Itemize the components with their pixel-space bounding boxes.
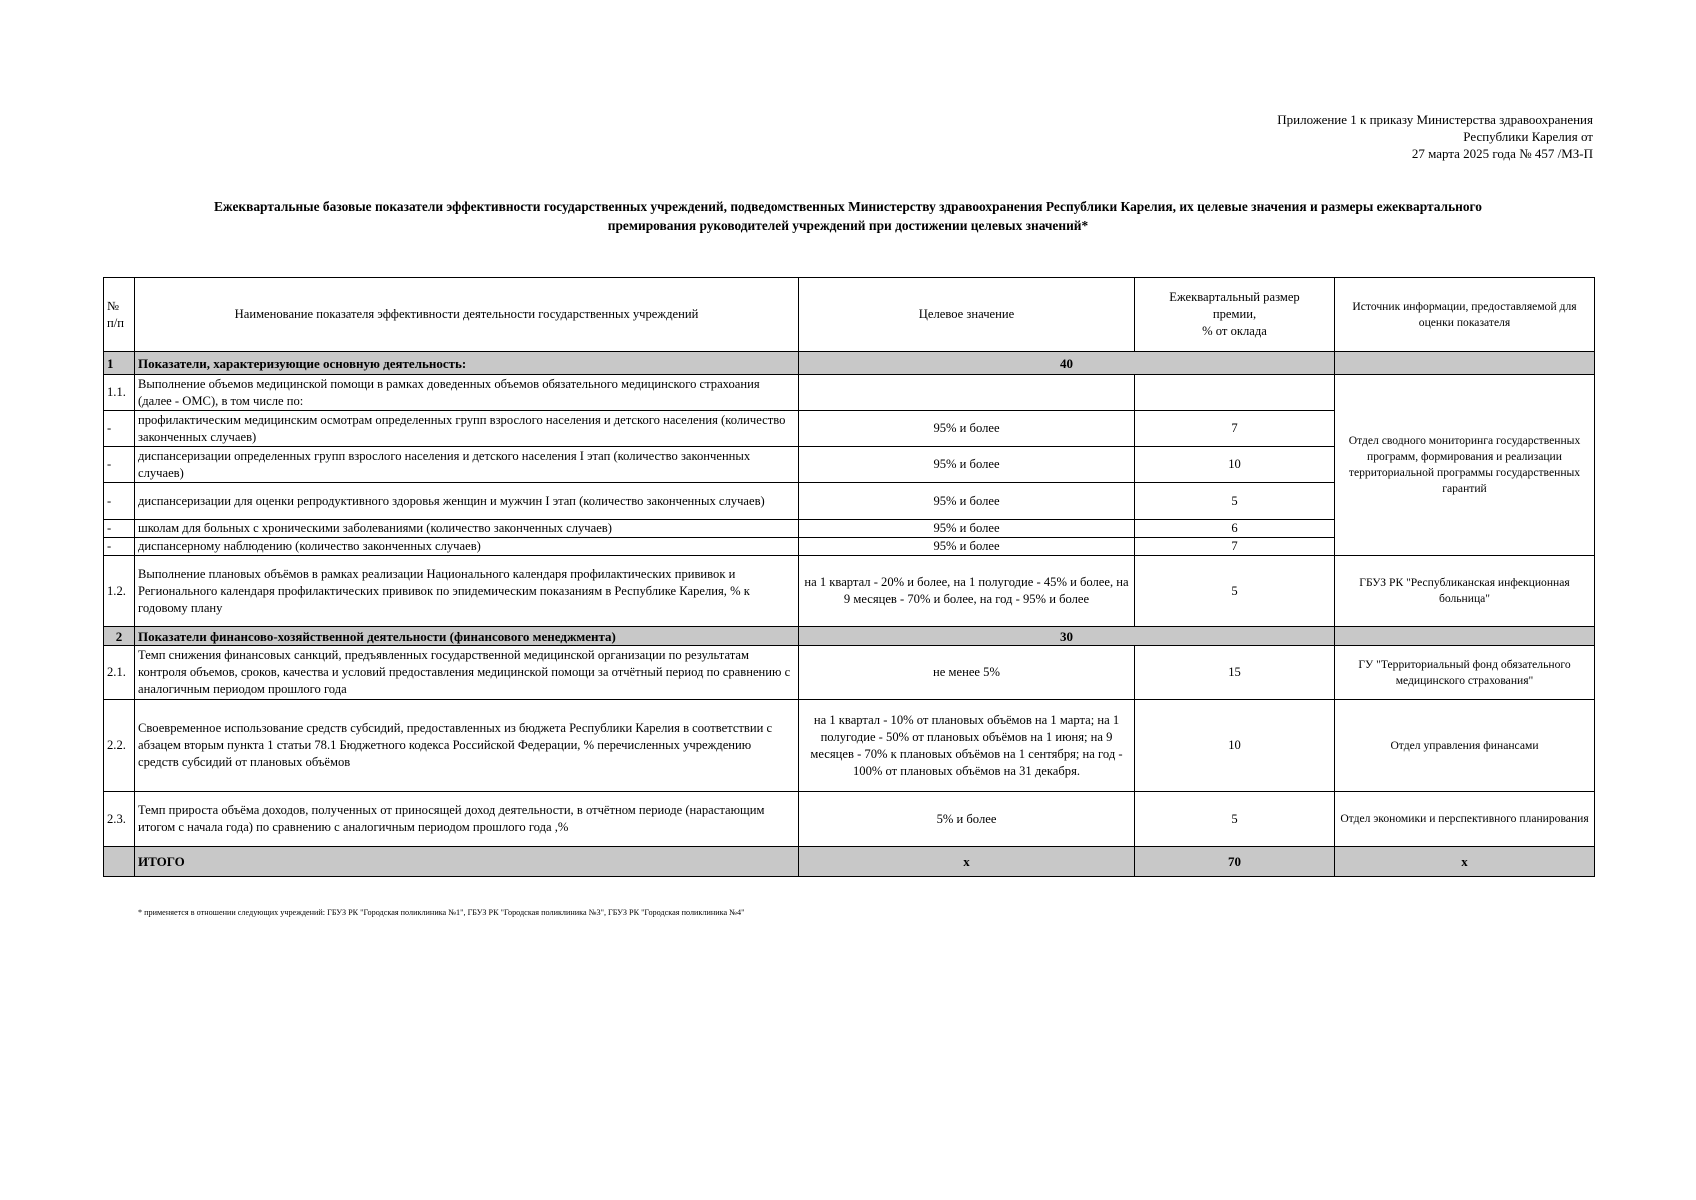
header-bonus: [1135, 278, 1335, 352]
row-2-2: [104, 700, 1595, 792]
row-1-2: [104, 556, 1595, 627]
row-2-1-bonus: 15: [1135, 646, 1335, 700]
header-bonus-line-1: Ежеквартальный размер: [1169, 290, 1300, 304]
subrow-bonus: 10: [1135, 447, 1335, 483]
subrow-name: профилактическим медицинским осмотрам определенных групп взрослого населения и детского населения (количество законченных случаев): [135, 411, 799, 447]
appendix-line-1: Приложение 1 к приказу Министерства здравоохранения: [1277, 112, 1593, 127]
section-2-empty: [1335, 627, 1595, 646]
subrow-bonus: 6: [1135, 520, 1335, 538]
section-2-title: Показатели финансово-хозяйственной деятельности (финансового менеджмента): [135, 627, 799, 646]
subrow-number: -: [104, 520, 135, 538]
total-number-empty: [104, 847, 135, 877]
subrow-target: 95% и более: [799, 411, 1135, 447]
row-1-1-number: 1.1.: [104, 375, 135, 411]
row-2-3-bonus: 5: [1135, 792, 1335, 847]
row-1-2-target: на 1 квартал - 20% и более, на 1 полугодие - 45% и более, на 9 месяцев - 70% и более, на год - 95% и более: [799, 556, 1135, 627]
total-label: ИТОГО: [135, 847, 799, 877]
row-2-3-target: 5% и более: [799, 792, 1135, 847]
subrow-number: -: [104, 538, 135, 556]
row-2-2-bonus: 10: [1135, 700, 1335, 792]
row-1-1-name: Выполнение объемов медицинской помощи в рамках доведенных объемов обязательного медицинского страхоания (далее - ОМС), в том числе по:: [135, 375, 799, 411]
section-2-bonus: 30: [799, 627, 1335, 646]
row-1-2-bonus: 5: [1135, 556, 1335, 627]
title-line-2: премирования руководителей учреждений при достижении целевых значений*: [607, 218, 1089, 233]
total-source: х: [1335, 847, 1595, 877]
total-target: х: [799, 847, 1135, 877]
subrow-name: диспансерному наблюдению (количество законченных случаев): [135, 538, 799, 556]
subrow-name: школам для больных с хроническими заболеваниями (количество законченных случаев): [135, 520, 799, 538]
row-2-1-name: Темп снижения финансовых санкций, предъявленных государственной медицинской организации по результатам контроля объемов, сроков, качества и условий предоставления медицинской помощи за отчётный период по сравнению с аналогичным периодом прошлого года: [135, 646, 799, 700]
subrow-bonus: 7: [1135, 411, 1335, 447]
indicators-table: [103, 277, 1595, 877]
row-2-1-source: ГУ "Территориальный фонд обязательного медицинского страхования": [1335, 646, 1595, 700]
row-2-2-target: на 1 квартал - 10% от плановых объёмов на 1 марта; на 1 полугодие - 50% от плановых объёмов на 1 июня; на 9 месяцев - 70% к плановых объёмов на 1 сентября; на год - 100% от плановых объёмов на 31 декабря.: [799, 700, 1135, 792]
subrow-target: 95% и более: [799, 538, 1135, 556]
row-2-3-name: Темп прироста объёма доходов, полученных от приносящей доход деятельности, в отчётном периоде (нарастающим итогом с начала года) по сравнению с аналогичным периодом прошлого года ,%: [135, 792, 799, 847]
row-1-1-source: Отдел сводного мониторинга государственных программ, формирования и реализации территориальной программы государственных гарантий: [1335, 375, 1595, 556]
appendix-line-2: Республики Карелия от: [1463, 129, 1593, 144]
subrow-number: -: [104, 447, 135, 483]
row-2-2-source: Отдел управления финансами: [1335, 700, 1595, 792]
subrow-name: диспансеризации определенных групп взрослого населения и детского населения I этап (количество законченных случаев): [135, 447, 799, 483]
section-1-empty: [1335, 352, 1595, 375]
section-1-number: 1: [104, 352, 135, 375]
footnote: * применяется в отношении следующих учреждений: ГБУЗ РК "Городская поликлиника №1", ГБУЗ РК "Городская поликлиника №3", ГБУЗ РК "Городская поликлиника №4": [138, 908, 745, 917]
appendix-reference: [1073, 111, 1593, 162]
header-target-value: Целевое значение: [799, 278, 1135, 352]
header-bonus-line-3: % от оклада: [1202, 324, 1267, 338]
total-row: [104, 847, 1595, 877]
header-number-line-1: №: [107, 298, 120, 313]
row-1-2-name: Выполнение плановых объёмов в рамках реализации Национального календаря профилактических прививок и Регионального календаря профилактических прививок по эпидемическим показаниям в Республике Карелия, % к годовому плану: [135, 556, 799, 627]
row-2-2-number: 2.2.: [104, 700, 135, 792]
section-2-row: [104, 627, 1595, 646]
subrow-target: 95% и более: [799, 483, 1135, 520]
row-2-3-source: Отдел экономики и перспективного планирования: [1335, 792, 1595, 847]
total-bonus: 70: [1135, 847, 1335, 877]
section-2-number: 2: [104, 627, 135, 646]
row-2-3: [104, 792, 1595, 847]
row-1-1-bonus: [1135, 375, 1335, 411]
subrow-number: -: [104, 483, 135, 520]
subrow-bonus: 5: [1135, 483, 1335, 520]
section-1-row: [104, 352, 1595, 375]
header-bonus-line-2: премии,: [1212, 307, 1257, 321]
row-2-3-number: 2.3.: [104, 792, 135, 847]
subrow-target: 95% и более: [799, 520, 1135, 538]
subrow-name: диспансеризации для оценки репродуктивного здоровья женщин и мужчин I этап (количество законченных случаев): [135, 483, 799, 520]
header-number: [104, 278, 135, 352]
appendix-line-3: 27 марта 2025 года № 457 /МЗ-П: [1411, 146, 1593, 161]
table-header-row: [104, 278, 1595, 352]
section-1-bonus: 40: [799, 352, 1335, 375]
row-1-1-target: [799, 375, 1135, 411]
title-line-1: Ежеквартальные базовые показатели эффективности государственных учреждений, подведомственных Министерству здравоохранения Республики Карелия, их целевые значения и размеры ежеквартального: [214, 199, 1482, 214]
header-info-source: Источник информации, предоставляемой для оценки показателя: [1335, 278, 1595, 352]
subrow-number: -: [104, 411, 135, 447]
subrow-target: 95% и более: [799, 447, 1135, 483]
header-number-line-2: п/п: [107, 315, 124, 330]
document-title: [130, 197, 1566, 235]
row-2-1-target: не менее 5%: [799, 646, 1135, 700]
section-1-title: Показатели, характеризующие основную деятельность:: [135, 352, 799, 375]
row-2-1-number: 2.1.: [104, 646, 135, 700]
row-1-2-source: ГБУЗ РК "Республиканская инфекционная больница": [1335, 556, 1595, 627]
row-1-2-number: 1.2.: [104, 556, 135, 627]
subrow-bonus: 7: [1135, 538, 1335, 556]
row-1-1: [104, 375, 1595, 411]
header-indicator-name: Наименование показателя эффективности деятельности государственных учреждений: [135, 278, 799, 352]
row-2-1: [104, 646, 1595, 700]
row-2-2-name: Своевременное использование средств субсидий, предоставленных из бюджета Республики Карелия в соответствии с абзацем вторым пункта 1 статьи 78.1 Бюджетного кодекса Российской Федерации, % перечисленных учреждению средств субсидий от плановых объёмов: [135, 700, 799, 792]
